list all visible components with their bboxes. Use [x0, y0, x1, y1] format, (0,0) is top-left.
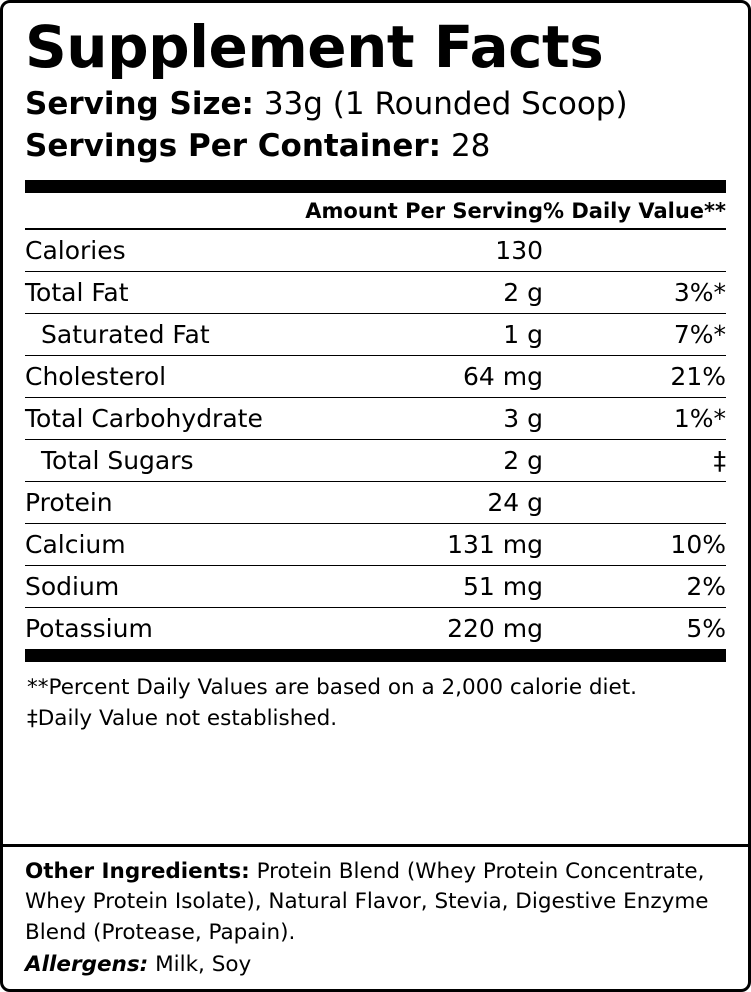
allergens-text: Milk, Soy [155, 952, 252, 978]
nutrient-dv: 1%* [543, 397, 726, 439]
serving-size-label: Serving Size: [25, 85, 254, 122]
nutrient-dv: 2% [543, 565, 726, 607]
nutrient-amount: 3 g [284, 397, 543, 439]
nutrient-name: Total Sugars [25, 439, 284, 481]
table-row [25, 565, 726, 607]
nutrient-amount: 64 mg [284, 355, 543, 397]
nutrient-name: Potassium [25, 613, 153, 643]
table-row [25, 313, 726, 355]
nutrient-dv [543, 229, 726, 272]
footnote-daily-value: **Percent Daily Values are based on a 2,000 calorie diet. [27, 674, 637, 700]
nutrient-name: Calories [25, 229, 284, 272]
table-row [25, 439, 726, 481]
nutrient-amount: 24 g [284, 481, 543, 523]
nutrient-dv: 21% [543, 355, 726, 397]
nutrient-amount: 2 g [284, 271, 543, 313]
nutrient-name: Calcium [25, 523, 284, 565]
nutrient-name: Cholesterol [25, 355, 284, 397]
nutrient-dv: ‡ [543, 439, 726, 481]
serving-size-value: 33g (1 Rounded Scoop) [263, 85, 628, 122]
footnote-not-established: ‡Daily Value not established. [27, 705, 338, 731]
nutrient-amount: 2 g [284, 439, 543, 481]
servings-per-container-line [25, 126, 726, 168]
column-header-blank [25, 193, 284, 229]
table-row [25, 229, 726, 272]
serving-size-line [25, 84, 726, 126]
servings-per-container-value: 28 [450, 127, 491, 164]
footer-thick-rule [25, 649, 726, 662]
nutrient-amount: 130 [284, 229, 543, 272]
nutrient-dv: 5% [686, 613, 726, 643]
header-thick-rule [25, 180, 726, 193]
nutrient-amount: 51 mg [284, 565, 543, 607]
page-title: Supplement Facts [25, 13, 604, 81]
column-header-amount: Amount Per Serving [284, 193, 543, 229]
nutrient-name: Total Carbohydrate [25, 397, 284, 439]
nutrient-dv: 3%* [543, 271, 726, 313]
nutrient-dv: 7%* [543, 313, 726, 355]
nutrition-table [25, 193, 726, 649]
ingredients-section [3, 844, 748, 989]
nutrient-name: Protein [25, 481, 284, 523]
table-row [25, 271, 726, 313]
nutrient-amount: 1 g [284, 313, 543, 355]
servings-per-container-label: Servings Per Container: [25, 127, 442, 164]
column-header-daily-value: % Daily Value** [543, 193, 726, 229]
allergens [25, 950, 726, 981]
other-ingredients-text: Protein Blend (Whey Protein Concentrate, Whey Protein Isolate), Natural Flavor, Stevia, Digestive Enzyme Blend (Protease, Papain). [25, 858, 709, 945]
nutrient-amount: 131 mg [284, 523, 543, 565]
nutrient-amount: 220 mg [447, 613, 544, 643]
other-ingredients [25, 857, 726, 949]
allergens-label: Allergens: [25, 952, 149, 978]
nutrient-dv: 10% [543, 523, 726, 565]
table-row [25, 607, 726, 649]
other-ingredients-label: Other Ingredients: [25, 858, 250, 884]
table-header-row [25, 193, 726, 229]
nutrient-name: Total Fat [25, 271, 284, 313]
nutrient-name: Saturated Fat [25, 313, 284, 355]
table-row [25, 481, 726, 523]
nutrient-dv [543, 481, 726, 523]
footnotes [25, 662, 726, 746]
table-row [25, 397, 726, 439]
table-row [25, 355, 726, 397]
nutrient-name: Sodium [25, 565, 284, 607]
supplement-facts-body [3, 3, 748, 746]
table-row [25, 523, 726, 565]
